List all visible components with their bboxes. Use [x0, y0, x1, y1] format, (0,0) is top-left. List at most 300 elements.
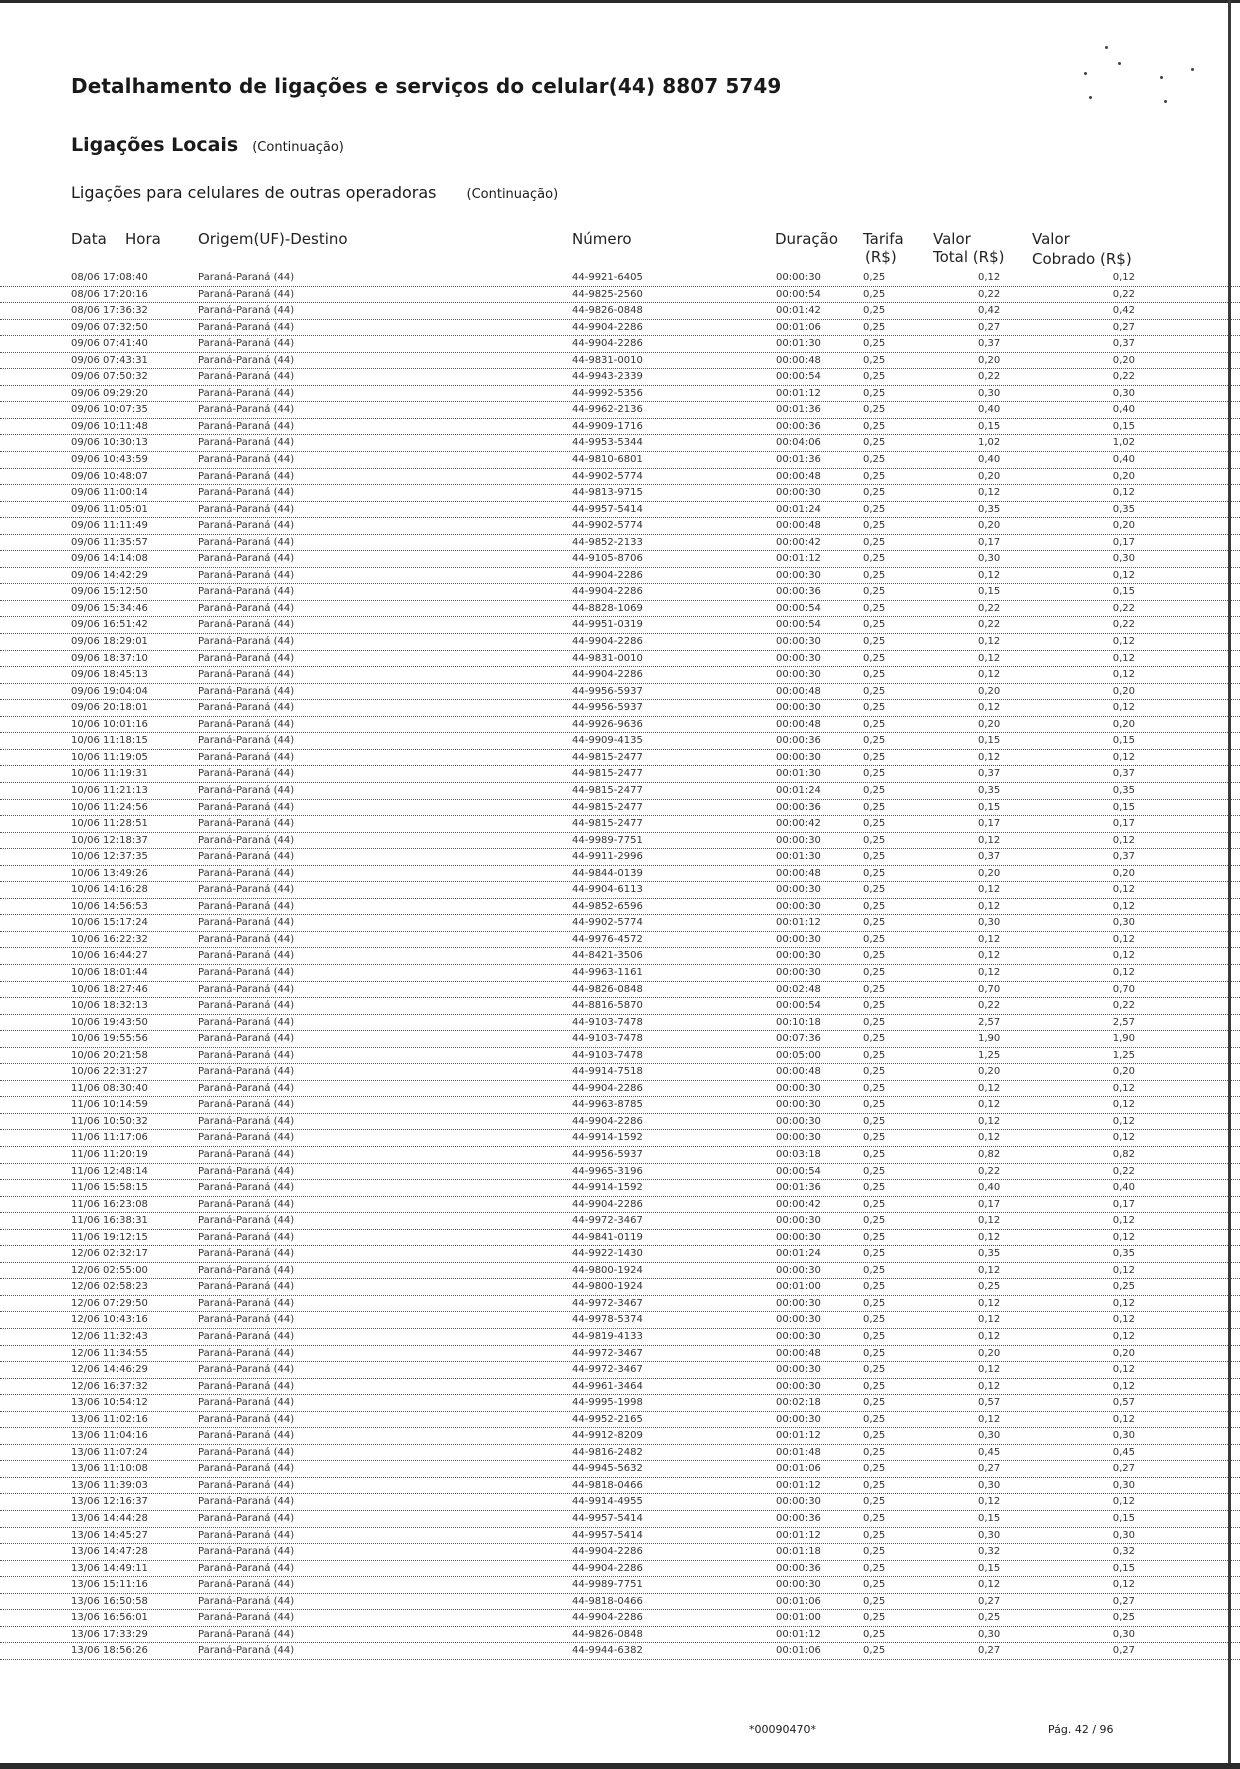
- cell-valor-cobrado: 0,12: [1112, 884, 1135, 896]
- cell-tarifa: 0,25: [863, 437, 886, 449]
- cell-hora: 18:27:46: [103, 983, 148, 995]
- table-row: [0, 584, 1240, 601]
- cell-valor-cobrado: 0,12: [1112, 1082, 1135, 1094]
- cell-hora: 17:20:16: [103, 288, 148, 300]
- cell-tarifa: 0,25: [863, 1529, 886, 1541]
- cell-hora: 20:18:01: [103, 702, 148, 714]
- cell-hora: 12:16:37: [103, 1496, 148, 1508]
- cell-origem: Paraná-Paraná (44): [198, 1082, 295, 1094]
- cell-valor-total: 0,12: [978, 487, 1001, 499]
- cell-hora: 10:07:35: [103, 404, 148, 416]
- cell-numero: 44-9103-7478: [572, 1016, 643, 1028]
- cell-tarifa: 0,25: [863, 1082, 886, 1094]
- cell-hora: 19:12:15: [103, 1231, 148, 1243]
- cell-tarifa: 0,25: [863, 404, 886, 416]
- cell-duracao: 00:01:30: [776, 338, 821, 350]
- cell-origem: Paraná-Paraná (44): [198, 503, 295, 515]
- cell-data: 09/06: [71, 487, 100, 499]
- cell-origem: Paraná-Paraná (44): [198, 1479, 295, 1491]
- cell-data: 12/06: [71, 1331, 100, 1342]
- cell-numero: 44-9922-1430: [572, 1248, 643, 1260]
- cell-duracao: 00:00:30: [776, 1264, 821, 1276]
- cell-hora: 10:01:16: [103, 718, 148, 730]
- cell-numero: 44-9965-3196: [572, 1165, 643, 1177]
- cell-duracao: 00:00:42: [776, 1198, 821, 1210]
- cell-tarifa: 0,25: [863, 387, 886, 399]
- cell-tarifa: 0,25: [863, 272, 886, 283]
- cell-hora: 13:49:26: [103, 867, 148, 879]
- cell-data: 09/06: [71, 702, 100, 714]
- cell-numero: 44-9912-8209: [572, 1430, 643, 1442]
- cell-tarifa: 0,25: [863, 834, 886, 846]
- cell-duracao: 00:01:06: [776, 1645, 821, 1657]
- cell-origem: Paraná-Paraná (44): [198, 1628, 295, 1640]
- cell-numero: 44-9943-2339: [572, 371, 643, 383]
- table-row: [0, 1577, 1240, 1594]
- scan-speck: [1160, 76, 1163, 79]
- cell-origem: Paraná-Paraná (44): [198, 338, 295, 350]
- cell-duracao: 00:00:36: [776, 801, 821, 813]
- table-row: [0, 1412, 1240, 1429]
- cell-numero: 44-9904-2286: [572, 669, 643, 681]
- cell-origem: Paraná-Paraná (44): [198, 900, 295, 912]
- cell-duracao: 00:04:06: [776, 437, 821, 449]
- cell-hora: 14:45:27: [103, 1529, 148, 1541]
- cell-duracao: 00:00:30: [776, 1215, 821, 1227]
- cell-hora: 11:18:15: [103, 735, 148, 747]
- cell-data: 09/06: [71, 636, 100, 648]
- col-header-valor-cobrado: Valor: [1032, 230, 1070, 248]
- cell-data: 10/06: [71, 900, 100, 912]
- table-row: [0, 634, 1240, 651]
- cell-valor-total: 0,15: [978, 420, 1001, 432]
- cell-valor-cobrado: 0,17: [1112, 1198, 1135, 1210]
- cell-valor-total: 0,12: [978, 1231, 1001, 1243]
- cell-numero: 44-9904-2286: [572, 1612, 643, 1624]
- cell-valor-cobrado: 0,15: [1112, 735, 1135, 747]
- cell-numero: 44-9815-2477: [572, 818, 643, 830]
- table-row: [0, 1114, 1240, 1131]
- cell-valor-cobrado: 0,45: [1112, 1446, 1135, 1458]
- cell-tarifa: 0,25: [863, 520, 886, 532]
- cell-origem: Paraná-Paraná (44): [198, 735, 295, 747]
- cell-data: 11/06: [71, 1231, 100, 1243]
- cell-duracao: 00:05:00: [776, 1049, 821, 1061]
- table-row: [0, 700, 1240, 717]
- cell-data: 10/06: [71, 818, 100, 830]
- cell-origem: Paraná-Paraná (44): [198, 718, 295, 730]
- cell-valor-cobrado: 0,15: [1112, 801, 1135, 813]
- table-row: [0, 452, 1240, 469]
- cell-origem: Paraná-Paraná (44): [198, 983, 295, 995]
- cell-valor-total: 0,30: [978, 1628, 1001, 1640]
- cell-duracao: 00:01:42: [776, 305, 821, 317]
- cell-origem: Paraná-Paraná (44): [198, 652, 295, 664]
- cell-hora: 11:19:05: [103, 751, 148, 763]
- cell-numero: 44-9904-2286: [572, 1082, 643, 1094]
- cell-numero: 44-9953-5344: [572, 437, 643, 449]
- cell-hora: 12:48:14: [103, 1165, 148, 1177]
- scan-speck: [1118, 62, 1121, 65]
- cell-origem: Paraná-Paraná (44): [198, 685, 295, 697]
- cell-numero: 44-9976-4572: [572, 933, 643, 945]
- cell-valor-total: 0,30: [978, 917, 1001, 929]
- cell-valor-total: 0,37: [978, 338, 1001, 350]
- cell-duracao: 00:00:42: [776, 536, 821, 548]
- cell-duracao: 00:00:36: [776, 1562, 821, 1574]
- cell-valor-cobrado: 0,22: [1112, 1165, 1135, 1177]
- cell-valor-cobrado: 0,15: [1112, 1562, 1135, 1574]
- cell-valor-total: 0,17: [978, 818, 1001, 830]
- cell-tarifa: 0,25: [863, 917, 886, 929]
- cell-hora: 11:07:24: [103, 1446, 148, 1458]
- cell-data: 11/06: [71, 1198, 100, 1210]
- cell-valor-total: 0,20: [978, 685, 1001, 697]
- cell-origem: Paraná-Paraná (44): [198, 1579, 295, 1591]
- cell-origem: Paraná-Paraná (44): [198, 619, 295, 631]
- cell-hora: 14:42:29: [103, 569, 148, 581]
- cell-valor-cobrado: 0,20: [1112, 1066, 1135, 1078]
- cell-tarifa: 0,25: [863, 1231, 886, 1243]
- cell-valor-total: 0,12: [978, 1215, 1001, 1227]
- cell-valor-total: 0,12: [978, 1132, 1001, 1144]
- cell-tarifa: 0,25: [863, 983, 886, 995]
- cell-data: 09/06: [71, 652, 100, 664]
- col-header-hora: Hora: [125, 230, 161, 248]
- cell-duracao: 00:00:30: [776, 1380, 821, 1392]
- cell-origem: Paraná-Paraná (44): [198, 801, 295, 813]
- cell-duracao: 00:00:54: [776, 1000, 821, 1012]
- cell-valor-cobrado: 0,20: [1112, 685, 1135, 697]
- cell-valor-cobrado: 0,12: [1112, 1380, 1135, 1392]
- cell-numero: 44-9103-7478: [572, 1033, 643, 1045]
- cell-duracao: 00:00:30: [776, 884, 821, 896]
- cell-duracao: 00:00:30: [776, 834, 821, 846]
- cell-duracao: 00:01:36: [776, 454, 821, 466]
- cell-valor-cobrado: 1,90: [1112, 1033, 1135, 1045]
- cell-duracao: 00:00:36: [776, 1513, 821, 1525]
- cell-numero: 44-9904-6113: [572, 884, 643, 896]
- cell-numero: 44-9815-2477: [572, 751, 643, 763]
- cell-valor-total: 0,20: [978, 354, 1001, 366]
- cell-data: 13/06: [71, 1645, 100, 1657]
- cell-valor-cobrado: 0,27: [1112, 1595, 1135, 1607]
- cell-hora: 11:02:16: [103, 1413, 148, 1425]
- cell-valor-cobrado: 0,30: [1112, 553, 1135, 565]
- cell-origem: Paraná-Paraná (44): [198, 288, 295, 300]
- cell-duracao: 00:00:48: [776, 470, 821, 482]
- cell-valor-cobrado: 0,40: [1112, 454, 1135, 466]
- cell-duracao: 00:00:54: [776, 288, 821, 300]
- cell-duracao: 00:03:18: [776, 1148, 821, 1160]
- cell-hora: 20:21:58: [103, 1049, 148, 1061]
- cell-valor-total: 0,12: [978, 1115, 1001, 1127]
- cell-origem: Paraná-Paraná (44): [198, 1115, 295, 1127]
- cell-valor-total: 0,12: [978, 950, 1001, 962]
- cell-hora: 14:47:28: [103, 1546, 148, 1558]
- cell-numero: 44-9957-5414: [572, 1529, 643, 1541]
- cell-data: 13/06: [71, 1628, 100, 1640]
- table-row: [0, 551, 1240, 568]
- table-row: [0, 717, 1240, 734]
- cell-valor-cobrado: 0,12: [1112, 702, 1135, 714]
- cell-tarifa: 0,25: [863, 1264, 886, 1276]
- cell-valor-total: 0,82: [978, 1148, 1001, 1160]
- cell-valor-cobrado: 0,12: [1112, 1231, 1135, 1243]
- cell-origem: Paraná-Paraná (44): [198, 1182, 295, 1194]
- cell-numero: 44-9909-1716: [572, 420, 643, 432]
- cell-duracao: 00:00:30: [776, 272, 821, 283]
- cell-origem: Paraná-Paraná (44): [198, 867, 295, 879]
- cell-data: 10/06: [71, 867, 100, 879]
- cell-data: 09/06: [71, 520, 100, 532]
- cell-valor-total: 0,22: [978, 602, 1001, 614]
- cell-valor-total: 0,37: [978, 851, 1001, 863]
- cell-hora: 12:37:35: [103, 851, 148, 863]
- cell-data: 11/06: [71, 1165, 100, 1177]
- cell-valor-total: 0,25: [978, 1281, 1001, 1293]
- cell-hora: 07:41:40: [103, 338, 148, 350]
- cell-numero: 44-9957-5414: [572, 503, 643, 515]
- cell-origem: Paraná-Paraná (44): [198, 371, 295, 383]
- cell-valor-total: 1,25: [978, 1049, 1001, 1061]
- cell-valor-cobrado: 0,12: [1112, 933, 1135, 945]
- cell-duracao: 00:01:36: [776, 1182, 821, 1194]
- cell-numero: 44-9818-0466: [572, 1479, 643, 1491]
- cell-data: 13/06: [71, 1579, 100, 1591]
- table-row: [0, 1015, 1240, 1032]
- cell-valor-total: 0,30: [978, 387, 1001, 399]
- cell-duracao: 00:01:12: [776, 1430, 821, 1442]
- cell-valor-total: 0,40: [978, 454, 1001, 466]
- cell-hora: 10:43:59: [103, 454, 148, 466]
- cell-data: 11/06: [71, 1082, 100, 1094]
- cell-duracao: 00:00:30: [776, 1579, 821, 1591]
- section-title: [71, 134, 344, 156]
- cell-tarifa: 0,25: [863, 338, 886, 350]
- cell-valor-cobrado: 0,12: [1112, 1099, 1135, 1111]
- cell-valor-cobrado: 0,20: [1112, 867, 1135, 879]
- cell-origem: Paraná-Paraná (44): [198, 272, 295, 283]
- cell-hora: 17:36:32: [103, 305, 148, 317]
- cell-tarifa: 0,25: [863, 1115, 886, 1127]
- cell-duracao: 00:00:30: [776, 1082, 821, 1094]
- cell-hora: 07:29:50: [103, 1297, 148, 1309]
- cell-valor-cobrado: 0,30: [1112, 1529, 1135, 1541]
- cell-data: 13/06: [71, 1430, 100, 1442]
- cell-valor-total: 0,40: [978, 1182, 1001, 1194]
- cell-duracao: 00:00:30: [776, 487, 821, 499]
- cell-origem: Paraná-Paraná (44): [198, 1264, 295, 1276]
- table-row: [0, 816, 1240, 833]
- cell-hora: 11:05:01: [103, 503, 148, 515]
- cell-tarifa: 0,25: [863, 1215, 886, 1227]
- cell-tarifa: 0,25: [863, 1628, 886, 1640]
- table-row: [0, 435, 1240, 452]
- cell-tarifa: 0,25: [863, 288, 886, 300]
- cell-valor-cobrado: 0,12: [1112, 1413, 1135, 1425]
- cell-hora: 16:38:31: [103, 1215, 148, 1227]
- cell-origem: Paraná-Paraná (44): [198, 1099, 295, 1111]
- cell-duracao: 00:00:30: [776, 1231, 821, 1243]
- cell-valor-cobrado: 1,25: [1112, 1049, 1135, 1061]
- cell-origem: Paraná-Paraná (44): [198, 470, 295, 482]
- cell-hora: 15:17:24: [103, 917, 148, 929]
- cell-numero: 44-9831-0010: [572, 354, 643, 366]
- cell-origem: Paraná-Paraná (44): [198, 1297, 295, 1309]
- cell-valor-cobrado: 0,12: [1112, 1132, 1135, 1144]
- cell-hora: 10:48:07: [103, 470, 148, 482]
- cell-numero: 44-9989-7751: [572, 1579, 643, 1591]
- cell-tarifa: 0,25: [863, 867, 886, 879]
- cell-numero: 44-9963-8785: [572, 1099, 643, 1111]
- cell-numero: 44-8816-5870: [572, 1000, 643, 1012]
- cell-valor-total: 0,12: [978, 751, 1001, 763]
- table-row: [0, 1544, 1240, 1561]
- table-row: [0, 899, 1240, 916]
- cell-numero: 44-9904-2286: [572, 338, 643, 350]
- table-row: [0, 882, 1240, 899]
- cell-tarifa: 0,25: [863, 818, 886, 830]
- cell-hora: 15:34:46: [103, 602, 148, 614]
- cell-origem: Paraná-Paraná (44): [198, 487, 295, 499]
- cell-valor-cobrado: 0,20: [1112, 1347, 1135, 1359]
- cell-hora: 14:46:29: [103, 1364, 148, 1376]
- cell-data: 12/06: [71, 1248, 100, 1260]
- cell-numero: 44-9902-5774: [572, 470, 643, 482]
- cell-valor-total: 0,35: [978, 784, 1001, 796]
- document-code: *00090470*: [749, 1723, 816, 1736]
- cell-data: 09/06: [71, 420, 100, 432]
- cell-numero: 44-9914-7518: [572, 1066, 643, 1078]
- cell-hora: 14:44:28: [103, 1513, 148, 1525]
- cell-valor-cobrado: 0,20: [1112, 470, 1135, 482]
- cell-tarifa: 0,25: [863, 536, 886, 548]
- cell-valor-cobrado: 0,12: [1112, 950, 1135, 962]
- cell-valor-total: 1,02: [978, 437, 1001, 449]
- cell-valor-total: 0,42: [978, 305, 1001, 317]
- cell-data: 09/06: [71, 321, 100, 333]
- cell-hora: 11:24:56: [103, 801, 148, 813]
- cell-duracao: 00:00:54: [776, 602, 821, 614]
- table-row: [0, 800, 1240, 817]
- cell-valor-cobrado: 0,27: [1112, 1463, 1135, 1475]
- cell-duracao: 00:00:30: [776, 569, 821, 581]
- cell-hora: 11:35:57: [103, 536, 148, 548]
- cell-hora: 17:33:29: [103, 1628, 148, 1640]
- cell-origem: Paraná-Paraná (44): [198, 884, 295, 896]
- cell-duracao: 00:00:54: [776, 371, 821, 383]
- cell-tarifa: 0,25: [863, 1513, 886, 1525]
- cell-valor-cobrado: 0,12: [1112, 1331, 1135, 1342]
- cell-valor-total: 0,30: [978, 1479, 1001, 1491]
- cell-numero: 44-9972-3467: [572, 1347, 643, 1359]
- cell-numero: 44-9956-5937: [572, 702, 643, 714]
- cell-tarifa: 0,25: [863, 685, 886, 697]
- table-row: [0, 1643, 1240, 1660]
- cell-valor-total: 0,12: [978, 1264, 1001, 1276]
- cell-numero: 44-9904-2286: [572, 636, 643, 648]
- cell-valor-total: 0,12: [978, 569, 1001, 581]
- table-row: [0, 1594, 1240, 1611]
- cell-data: 09/06: [71, 354, 100, 366]
- cell-tarifa: 0,25: [863, 652, 886, 664]
- cell-data: 11/06: [71, 1215, 100, 1227]
- cell-data: 11/06: [71, 1148, 100, 1160]
- cell-valor-cobrado: 0,22: [1112, 1000, 1135, 1012]
- cell-tarifa: 0,25: [863, 1430, 886, 1442]
- cell-valor-total: 0,12: [978, 636, 1001, 648]
- scan-speck: [1105, 46, 1108, 49]
- cell-numero: 44-9972-3467: [572, 1215, 643, 1227]
- cell-data: 09/06: [71, 387, 100, 399]
- cell-origem: Paraná-Paraná (44): [198, 1049, 295, 1061]
- cell-data: 10/06: [71, 834, 100, 846]
- cell-origem: Paraná-Paraná (44): [198, 321, 295, 333]
- cell-tarifa: 0,25: [863, 1595, 886, 1607]
- cell-data: 13/06: [71, 1413, 100, 1425]
- cell-valor-total: 0,27: [978, 321, 1001, 333]
- cell-hora: 10:11:48: [103, 420, 148, 432]
- cell-origem: Paraná-Paraná (44): [198, 1066, 295, 1078]
- cell-origem: Paraná-Paraná (44): [198, 1529, 295, 1541]
- cell-valor-total: 0,27: [978, 1463, 1001, 1475]
- cell-duracao: 00:01:12: [776, 1529, 821, 1541]
- cell-valor-cobrado: 0,30: [1112, 1628, 1135, 1640]
- cell-valor-cobrado: 0,22: [1112, 602, 1135, 614]
- cell-origem: Paraná-Paraná (44): [198, 669, 295, 681]
- cell-tarifa: 0,25: [863, 1182, 886, 1194]
- cell-numero: 44-9800-1924: [572, 1281, 643, 1293]
- cell-duracao: 00:00:30: [776, 950, 821, 962]
- cell-hora: 14:49:11: [103, 1562, 148, 1574]
- cell-tarifa: 0,25: [863, 1314, 886, 1326]
- cell-data: 13/06: [71, 1463, 100, 1475]
- cell-duracao: 00:00:48: [776, 520, 821, 532]
- cell-hora: 10:30:13: [103, 437, 148, 449]
- cell-origem: Paraná-Paraná (44): [198, 1033, 295, 1045]
- cell-tarifa: 0,25: [863, 933, 886, 945]
- cell-valor-cobrado: 0,15: [1112, 420, 1135, 432]
- col-header-numero: Número: [572, 230, 632, 248]
- cell-valor-total: 0,12: [978, 900, 1001, 912]
- cell-tarifa: 0,25: [863, 305, 886, 317]
- cell-data: 12/06: [71, 1297, 100, 1309]
- cell-tarifa: 0,25: [863, 1380, 886, 1392]
- table-row: [0, 1197, 1240, 1214]
- cell-duracao: 00:07:36: [776, 1033, 821, 1045]
- cell-numero: 44-9904-2286: [572, 1546, 643, 1558]
- cell-numero: 44-9904-2286: [572, 1115, 643, 1127]
- cell-origem: Paraná-Paraná (44): [198, 420, 295, 432]
- cell-duracao: 00:00:30: [776, 933, 821, 945]
- cell-tarifa: 0,25: [863, 1033, 886, 1045]
- cell-numero: 44-9963-1161: [572, 966, 643, 978]
- cell-data: 13/06: [71, 1446, 100, 1458]
- cell-duracao: 00:02:48: [776, 983, 821, 995]
- cell-valor-total: 0,35: [978, 503, 1001, 515]
- cell-valor-total: 0,12: [978, 1579, 1001, 1591]
- cell-origem: Paraná-Paraná (44): [198, 1364, 295, 1376]
- table-row: [0, 1147, 1240, 1164]
- subsection-title: [71, 183, 558, 202]
- cell-valor-cobrado: 0,12: [1112, 1297, 1135, 1309]
- cell-data: 13/06: [71, 1529, 100, 1541]
- cell-origem: Paraná-Paraná (44): [198, 1562, 295, 1574]
- cell-data: 09/06: [71, 602, 100, 614]
- cell-tarifa: 0,25: [863, 1347, 886, 1359]
- section-note: (Continuação): [252, 140, 344, 155]
